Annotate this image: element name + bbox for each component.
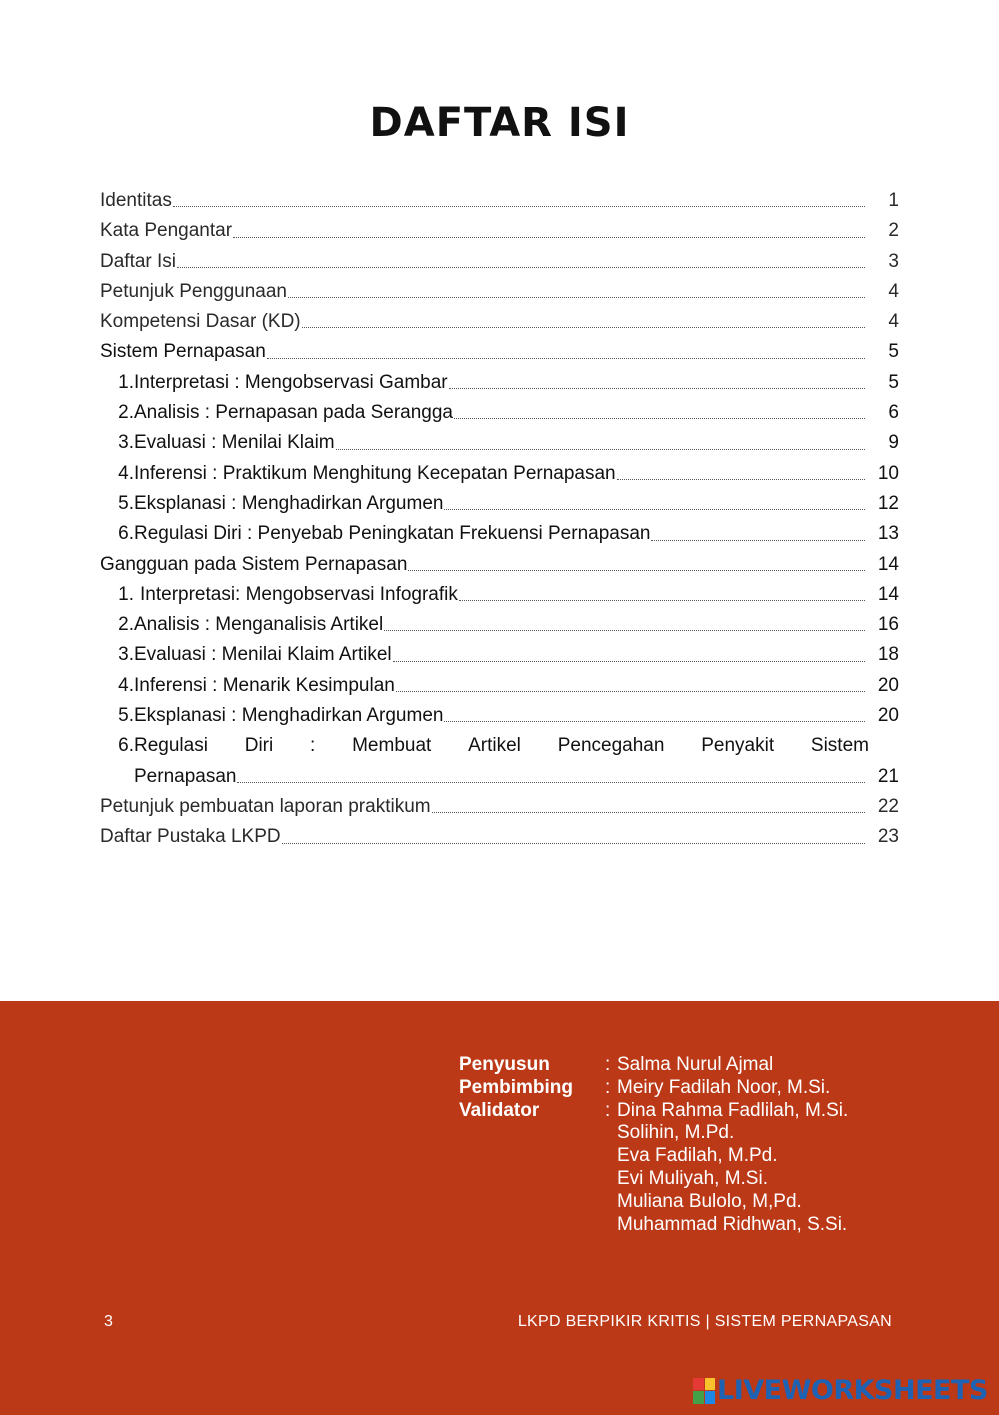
toc-page: 18	[877, 644, 899, 666]
toc-page: 3	[888, 250, 899, 272]
toc-subentry	[100, 610, 899, 640]
toc-page: 22	[877, 795, 899, 817]
toc-number: 5.	[118, 492, 134, 514]
toc-page: 1	[888, 190, 899, 211]
toc-word: :	[310, 735, 316, 757]
toc-page: 2	[888, 220, 899, 242]
toc-subentry	[100, 459, 899, 489]
credit-validator	[459, 1100, 848, 1123]
toc-number: 6.	[118, 523, 134, 545]
toc-number: 2.	[118, 614, 134, 636]
toc-label: Eksplanasi : Menghadirkan Argumen	[134, 492, 444, 514]
toc-entry-petunjuk	[100, 277, 899, 307]
credits-block	[459, 1054, 848, 1236]
toc-subentry	[100, 519, 899, 549]
brand-text: LIVEWORKSHEETS	[717, 1375, 988, 1406]
toc-label: Daftar Isi	[100, 250, 177, 272]
toc-page: 14	[877, 553, 899, 575]
toc-justified-line	[134, 731, 899, 761]
toc-page: 20	[877, 705, 899, 727]
toc-number: 3.	[118, 644, 134, 666]
toc-subentry	[100, 489, 899, 519]
toc-label: Pernapasan	[134, 765, 237, 787]
toc-subentry	[100, 368, 899, 398]
toc-entry-kd	[100, 307, 899, 337]
credit-role: Validator	[459, 1099, 540, 1121]
toc-page: 4	[888, 311, 899, 333]
credit-validator-cont	[459, 1145, 848, 1168]
toc-page: 12	[877, 492, 899, 514]
credit-name: Solihin, M.Pd.	[617, 1122, 735, 1144]
toc-entry-laporan	[100, 792, 899, 822]
toc-label: Inferensi : Praktikum Menghitung Kecepatan Pernapasan	[134, 462, 616, 484]
toc-number: 5.	[118, 705, 134, 727]
page-number: 3	[104, 1313, 113, 1330]
credit-pembimbing	[459, 1077, 848, 1100]
toc-word: Sistem	[810, 735, 869, 757]
toc-entry-identitas	[100, 186, 899, 216]
credit-name: Eva Fadilah, M.Pd.	[617, 1145, 778, 1167]
toc-subentry-multiline	[100, 731, 899, 761]
credit-name: Meiry Fadilah Noor, M.Si.	[617, 1076, 831, 1098]
toc-entry-pustaka	[100, 822, 899, 852]
toc-word: Diri	[244, 735, 274, 757]
liveworksheets-logo-icon	[693, 1378, 715, 1404]
toc-label: Inferensi : Menarik Kesimpulan	[134, 674, 395, 696]
toc-page: 4	[888, 280, 899, 302]
toc-word: Artikel	[468, 735, 521, 757]
toc-subentry	[100, 580, 899, 610]
toc-label: Sistem Pernapasan	[100, 341, 266, 363]
credit-validator-cont	[459, 1168, 848, 1191]
toc-number: 1.	[118, 583, 134, 605]
toc-number: 1.	[118, 371, 134, 393]
toc-label: Regulasi Diri : Penyebab Peningkatan Frekuensi Pernapasan	[134, 523, 651, 545]
credit-colon: :	[605, 1054, 611, 1075]
toc-label: Eksplanasi : Menghadirkan Argumen	[134, 705, 444, 727]
toc-subentry	[100, 640, 899, 670]
toc-word: Pencegahan	[557, 735, 665, 757]
credit-penyusun	[459, 1054, 848, 1077]
toc-label: Evaluasi : Menilai Klaim Artikel	[134, 644, 392, 666]
credit-name: Dina Rahma Fadlilah, M.Si.	[617, 1099, 849, 1121]
toc-subentry-continuation	[100, 762, 899, 792]
toc-label: Interpretasi : Mengobservasi Gambar	[134, 371, 448, 393]
toc-entry-kata-pengantar	[100, 216, 899, 246]
toc-label: Evaluasi : Menilai Klaim	[134, 432, 335, 454]
toc-page: 10	[877, 462, 899, 484]
toc-number: 4.	[118, 674, 134, 696]
toc-word: Regulasi	[134, 735, 208, 757]
toc-page: 20	[877, 674, 899, 696]
credit-role: Pembimbing	[459, 1076, 574, 1098]
credit-validator-cont	[459, 1214, 848, 1237]
toc-number: 4.	[118, 462, 134, 484]
running-title: LKPD BERPIKIR KRITIS | SISTEM PERNAPASAN	[517, 1313, 892, 1330]
toc-page: 21	[877, 765, 899, 787]
toc-subentry	[100, 428, 899, 458]
credit-validator-cont	[459, 1122, 848, 1145]
toc-label: Kompetensi Dasar (KD)	[100, 311, 301, 333]
toc-word: Penyakit	[701, 735, 775, 757]
credit-colon: :	[605, 1076, 611, 1098]
toc-label: Interpretasi: Mengobservasi Infografik	[140, 583, 458, 605]
toc-entry-gangguan	[100, 550, 899, 580]
toc-subentry	[100, 701, 899, 731]
credit-role: Penyusun	[459, 1054, 550, 1075]
page-title: DAFTAR ISI	[369, 100, 630, 146]
toc-number: 2.	[118, 402, 134, 424]
toc-page: 5	[888, 371, 899, 393]
toc-label: Analisis : Pernapasan pada Serangga	[134, 402, 454, 424]
toc-entry-daftar-isi	[100, 247, 899, 277]
credit-name: Muliana Bulolo, M,Pd.	[617, 1190, 802, 1212]
credit-colon: :	[605, 1099, 611, 1121]
toc-entry-sistem-pernapasan	[100, 337, 899, 367]
toc-subentry	[100, 398, 899, 428]
toc-label: Petunjuk pembuatan laporan praktikum	[100, 795, 431, 817]
credit-validator-cont	[459, 1191, 848, 1214]
toc-label: Gangguan pada Sistem Pernapasan	[100, 553, 408, 575]
table-of-contents	[100, 186, 899, 853]
toc-subentry	[100, 671, 899, 701]
toc-page: 14	[877, 583, 899, 605]
toc-label: Kata Pengantar	[100, 220, 233, 242]
toc-page: 6	[888, 402, 899, 424]
toc-page: 23	[877, 826, 899, 848]
credit-name: Evi Muliyah, M.Si.	[617, 1167, 768, 1189]
credit-name: Salma Nurul Ajmal	[617, 1054, 774, 1075]
toc-label: Identitas	[100, 190, 172, 211]
toc-number: 6.	[118, 735, 134, 757]
toc-word: Membuat	[352, 735, 432, 757]
toc-page: 9	[888, 432, 899, 454]
toc-label: Analisis : Menganalisis Artikel	[134, 614, 384, 636]
toc-label: Petunjuk Penggunaan	[100, 280, 287, 302]
toc-page: 16	[877, 614, 899, 636]
toc-number: 3.	[118, 432, 134, 454]
toc-page: 5	[888, 341, 899, 363]
toc-label: Daftar Pustaka LKPD	[100, 826, 281, 848]
toc-page: 13	[877, 523, 899, 545]
liveworksheets-brand[interactable]	[693, 1375, 988, 1406]
credit-name: Muhammad Ridhwan, S.Si.	[617, 1213, 848, 1235]
